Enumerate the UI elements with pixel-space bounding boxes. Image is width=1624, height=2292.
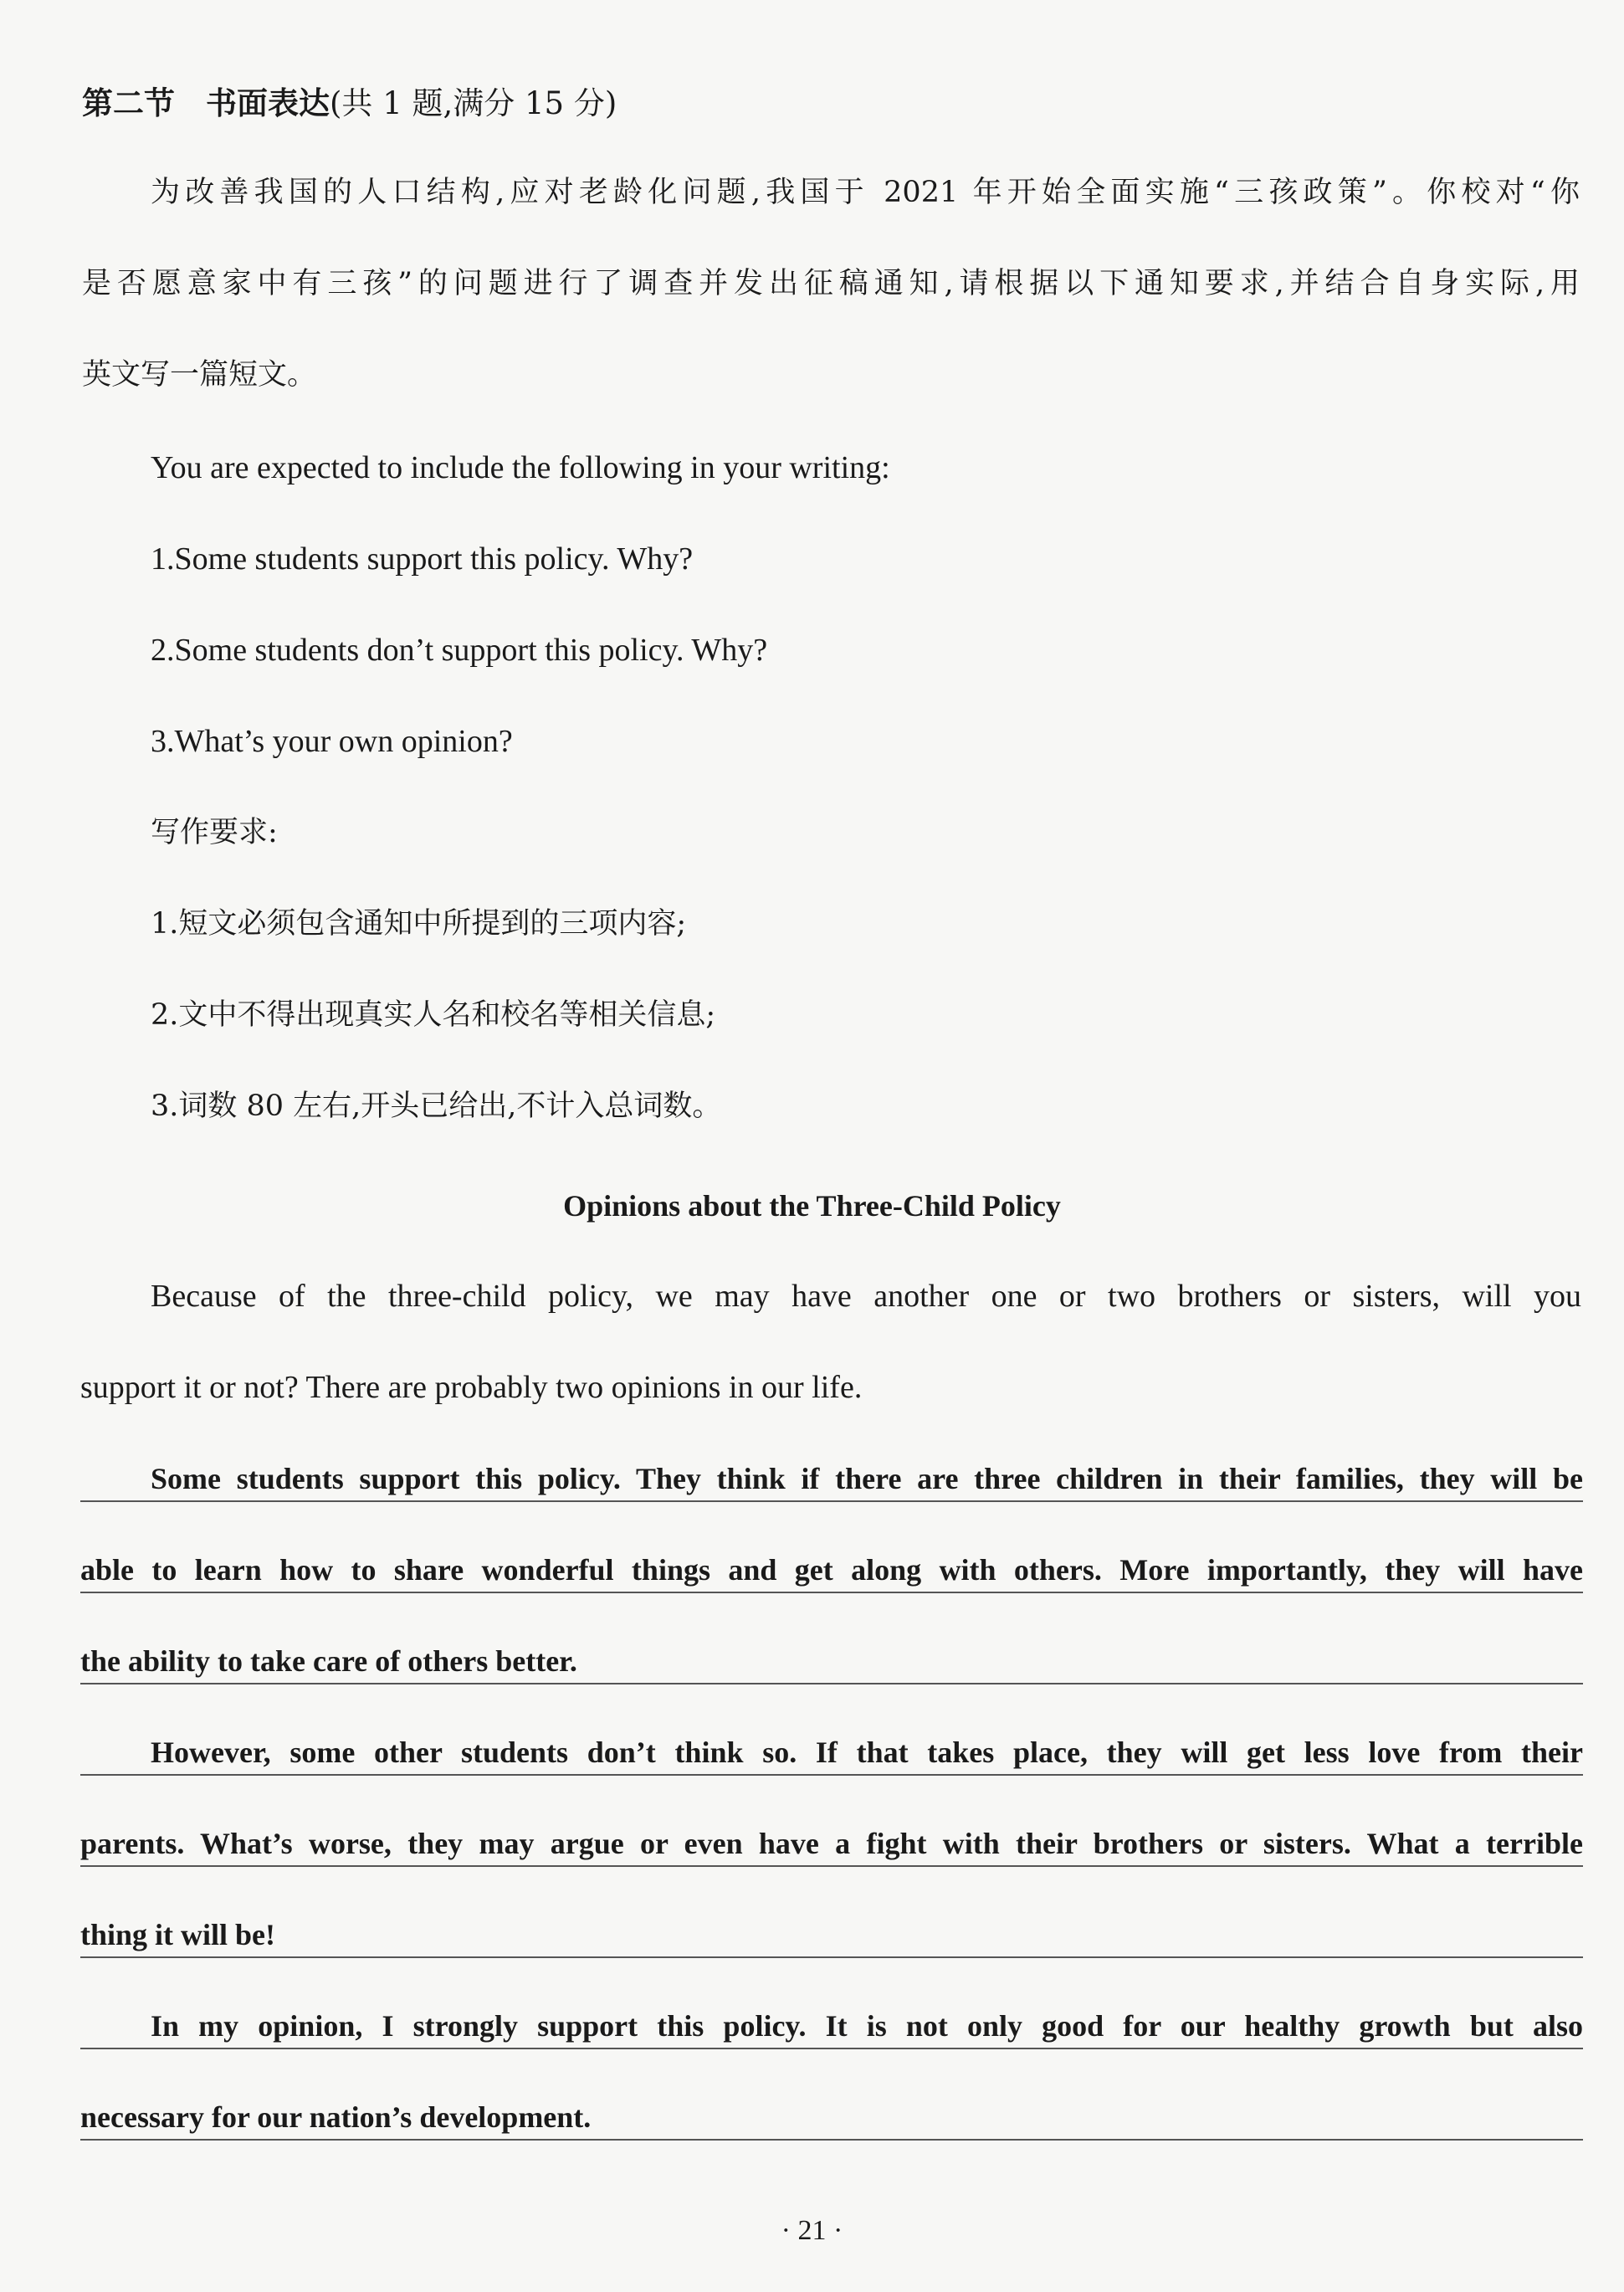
section-heading bbox=[82, 85, 617, 122]
expected-intro: You are expected to include the following in your writing: bbox=[151, 450, 890, 485]
answer-line-4: However, some other students don’t think so. If that takes place, they will get less love from their bbox=[151, 1736, 1583, 1769]
answer-rule bbox=[80, 1500, 1583, 1502]
expected-item-2: 2.Some students don’t support this policy. Why? bbox=[151, 633, 768, 668]
essay-opening-line-2: support it or not? There are probably two opinions in our life. bbox=[80, 1370, 863, 1405]
answer-rule bbox=[80, 2139, 1583, 2141]
page-number: · 21 · bbox=[781, 2215, 843, 2246]
requirement-3: 3.词数 80 左右,开头已给出,不计入总词数。 bbox=[151, 1090, 722, 1123]
answer-line-2: able to learn how to share wonderful things and get along with others. More importantly, they will have bbox=[80, 1553, 1583, 1587]
answer-rule bbox=[80, 1956, 1583, 1958]
answer-line-1: Some students support this policy. They think if there are three children in their families, they will be bbox=[151, 1462, 1583, 1495]
section-title: 第二节 书面表达 bbox=[82, 85, 330, 121]
answer-line-5: parents. What’s worse, they may argue or even have a fight with their brothers or sisters. What a terrible bbox=[80, 1827, 1583, 1860]
essay-title: Opinions about the Three-Child Policy bbox=[563, 1189, 1061, 1223]
answer-rule bbox=[80, 1865, 1583, 1867]
answer-rule bbox=[80, 1683, 1583, 1684]
requirement-1: 1.短文必须包含通知中所提到的三项内容; bbox=[151, 907, 687, 941]
answer-line-8: necessary for our nation’s development. bbox=[80, 2100, 592, 2134]
section-subtitle: (共 1 题,满分 15 分) bbox=[330, 85, 617, 121]
expected-item-3: 3.What’s your own opinion? bbox=[151, 724, 513, 759]
answer-line-3: the ability to take care of others better. bbox=[80, 1644, 577, 1678]
essay-opening-line-1: Because of the three-child policy, we may have another one or two brothers or sisters, will you bbox=[151, 1279, 1581, 1314]
expected-item-1: 1.Some students support this policy. Why? bbox=[151, 541, 694, 577]
answer-rule bbox=[80, 1774, 1583, 1776]
requirements-title: 写作要求: bbox=[151, 816, 278, 849]
answer-line-6: thing it will be! bbox=[80, 1918, 276, 1951]
answer-line-7: In my opinion, I strongly support this policy. It is not only good for our healthy growth but also bbox=[151, 2009, 1583, 2043]
answer-rule bbox=[80, 1592, 1583, 1593]
answer-rule bbox=[80, 2048, 1583, 2049]
prompt-line-3: 英文写一篇短文。 bbox=[82, 358, 317, 392]
prompt-line-2: 是否愿意家中有三孩”的问题进行了调查并发出征稿通知,请根据以下通知要求,并结合自身实际,用 bbox=[82, 267, 1580, 300]
prompt-line-1: 为改善我国的人口结构,应对老龄化问题,我国于 2021 年开始全面实施“三孩政策”。你校对“你 bbox=[151, 176, 1580, 209]
requirement-2: 2.文中不得出现真实人名和校名等相关信息; bbox=[151, 998, 716, 1032]
